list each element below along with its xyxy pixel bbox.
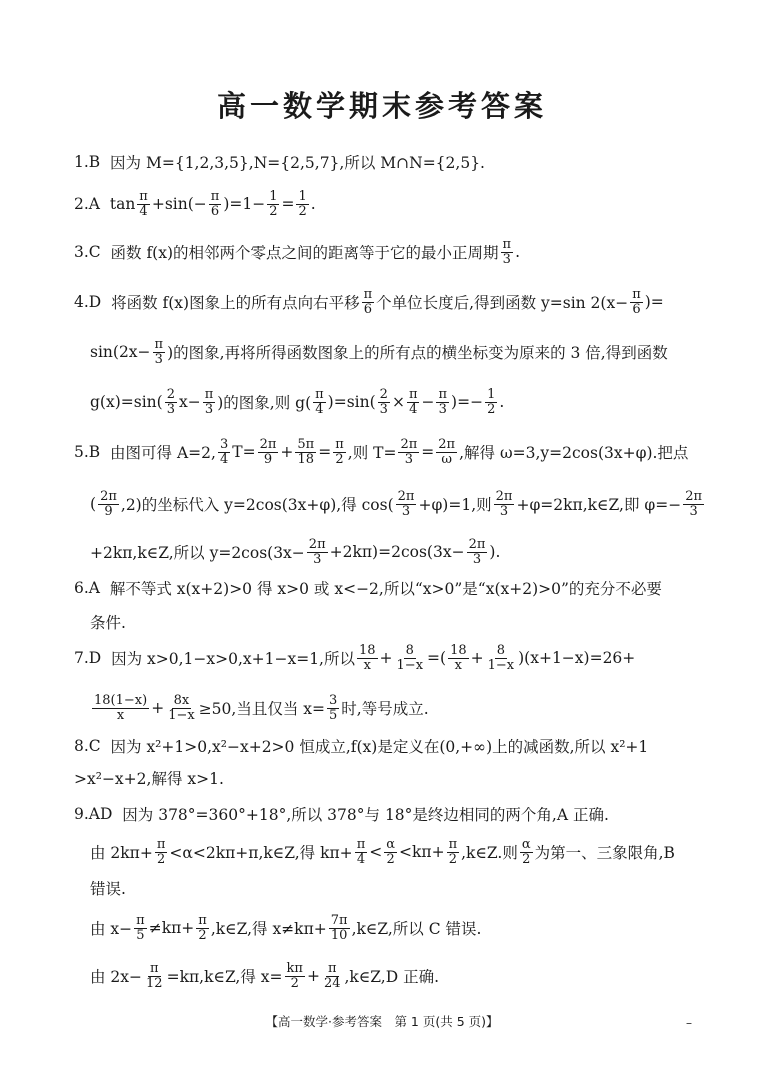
answer-text: 错误. [90, 880, 126, 898]
fraction: $\frac{\pi}{4}$ [356, 836, 366, 867]
expr-text: =kπ,k∈Z,得 x= [166, 968, 283, 986]
expr-text: ,则 T= [347, 444, 397, 462]
page-title: 高一数学期末参考答案 [216, 89, 547, 123]
expr-text: +φ)=1,则 [418, 496, 492, 514]
expr-text: = [281, 195, 295, 213]
fraction: $\frac{\pi}{6}$ [210, 188, 220, 219]
expr-text: 因为 x>0,1−x>0,x+1−x=1,所以 [111, 650, 355, 668]
answer-number: 9.AD [74, 805, 113, 823]
answer-text: 函数 f(x)的相邻两个零点之间的距离等于它的最小正周期 [110, 244, 499, 262]
answer-text: 因为 x²+1>0,x²−x+2>0 恒成立,f(x)是定义在(0,+∞)上的减函数,所以 x²+1 [110, 738, 649, 756]
fraction: $\frac{\pi}{3}$ [154, 336, 164, 367]
expr-text: 由图可得 A=2, [110, 444, 216, 462]
answer-number: 6.A [74, 579, 100, 597]
expr-text: +sin(− [151, 195, 207, 213]
expr-text: . [310, 195, 316, 213]
answer-3 [74, 230, 704, 274]
fraction: $\frac{8}{1-x}$ [487, 642, 515, 673]
answer-5-continued [90, 482, 704, 526]
fraction: $\frac{\pi}{2}$ [198, 912, 207, 943]
fraction: $\frac{5\pi}{18}$ [297, 436, 315, 467]
expr-text: )(x+1−x)=26+ [518, 649, 636, 667]
fraction: $\frac{\pi}{3}$ [204, 386, 214, 417]
answer-number: 2.A [74, 195, 100, 213]
answer-number: 8.C [74, 737, 101, 755]
expr-text: ,k∈Z,所以 C 错误. [351, 920, 482, 938]
fraction: $\frac{\pi}{2}$ [156, 836, 166, 867]
expr-text: 为第一、三象限角,B [534, 844, 675, 862]
expr-text: . [499, 393, 505, 411]
expr-text: ,k∈Z.则 [461, 844, 518, 862]
expr-text: + [306, 967, 320, 985]
expr-text: ( [90, 495, 97, 513]
answer-number: 4.D [74, 293, 102, 311]
answer-text: 条件. [90, 614, 126, 632]
expr-text: )= [644, 293, 664, 311]
fraction: $\frac{\pi}{2}$ [335, 436, 344, 467]
answer-4 [74, 280, 704, 324]
expr-text: ). [489, 543, 501, 561]
fraction: $\frac{\pi}{4}$ [408, 386, 418, 417]
expr-text: 由 x− [90, 920, 133, 938]
answer-7 [74, 636, 704, 680]
expr-text: < [369, 843, 383, 861]
fraction: $\frac{2\pi}{3}$ [397, 488, 415, 519]
expr-text: )的图象,则 g( [217, 394, 312, 412]
answer-9-option-d [90, 954, 704, 998]
fraction: $\frac{2\pi}{3}$ [495, 488, 513, 519]
fraction: $\frac{2\pi}{3}$ [468, 536, 486, 567]
answer-1 [74, 140, 704, 184]
fraction: $\frac{2\pi}{9}$ [100, 488, 117, 519]
answer-text: 将函数 f(x)图象上的所有点向右平移 [111, 294, 360, 312]
expr-text: ,k∈Z,得 x≠kπ+ [210, 920, 327, 938]
expr-text: ,2)的坐标代入 y=2cos(3x+φ),得 cos( [120, 496, 394, 514]
expr-text: = [421, 443, 435, 461]
expr-text: 时,等号成立. [341, 700, 429, 718]
fraction: $\frac{1}{2}$ [298, 188, 307, 219]
fraction: $\frac{2\pi}{3}$ [308, 536, 326, 567]
fraction: $\frac{3}{4}$ [219, 436, 229, 467]
fraction: $\frac{18}{x}$ [358, 642, 376, 673]
answer-5 [74, 430, 704, 474]
expr-text: ≥50,当且仅当 x= [198, 700, 325, 718]
expr-text: T= [232, 443, 256, 461]
fraction: $\frac{2\pi}{3}$ [685, 488, 703, 519]
fraction: $\frac{\pi}{12}$ [146, 960, 163, 991]
fraction: $\frac{\pi}{3}$ [502, 236, 512, 267]
answer-number: 3.C [74, 243, 101, 261]
answer-4-continued [90, 380, 704, 424]
expr-text: <kπ+ [399, 843, 445, 861]
expr-text: 由 2x− [90, 968, 143, 986]
expr-text: )=sin( [327, 393, 376, 411]
answer-number: 1.B [74, 153, 101, 171]
expr-text: x− [178, 393, 201, 411]
expr-text: g(x)=sin( [90, 393, 163, 411]
fraction: $\frac{\pi}{6}$ [632, 286, 641, 317]
answer-text: 因为 378°=360°+18°,所以 378°与 18°是终边相同的两个角,A 正确. [122, 806, 609, 824]
fraction: $\frac{2\pi}{\omega}$ [438, 436, 456, 467]
fraction: $\frac{2\pi}{3}$ [400, 436, 418, 467]
fraction: $\frac{2\pi}{9}$ [259, 436, 277, 467]
fraction: $\frac{7\pi}{10}$ [330, 912, 348, 943]
expr-text: )=1− [223, 195, 266, 213]
fraction: $\frac{\pi}{4}$ [315, 386, 324, 417]
expr-text: + [151, 699, 165, 717]
fraction: $\frac{\pi}{3}$ [438, 386, 448, 417]
expr-text: 由 2kπ+ [90, 844, 153, 862]
fraction: $\frac{8x}{1-x}$ [168, 692, 195, 723]
expr-text: sin(2x− [90, 343, 151, 361]
expr-text: ,解得 ω=3,y=2cos(3x+φ).把点 [459, 444, 689, 462]
expr-text: + [280, 443, 294, 461]
fraction: $\frac{1}{2}$ [269, 188, 278, 219]
fraction: $\frac{\pi}{2}$ [448, 836, 458, 867]
fraction: $\frac{18(1-x)}{x}$ [94, 692, 148, 723]
expr-text: ,k∈Z,D 正确. [344, 968, 439, 986]
expr-text: = [318, 443, 332, 461]
fraction: $\frac{18}{x}$ [450, 642, 467, 673]
expr-text: <α<2kπ+π,k∈Z,得 kπ+ [169, 844, 353, 862]
fraction: $\frac{\pi}{4}$ [139, 188, 148, 219]
expr-text: ≠kπ+ [148, 919, 195, 937]
page-footer: 【高一数学·参考答案 第 1 页(共 5 页)】 [265, 1014, 499, 1029]
expr-text: + [379, 649, 393, 667]
fraction: $\frac{3}{5}$ [328, 692, 338, 723]
answer-text: 解不等式 x(x+2)>0 得 x>0 或 x<−2,所以“x>0”是“x(x+2)>0”的充分不必要 [109, 580, 662, 598]
fraction: $\frac{\pi}{6}$ [363, 286, 373, 317]
expr-text: + [470, 649, 484, 667]
answer-text: >x²−x+2,解得 x>1. [74, 770, 224, 788]
fraction: $\frac{2}{3}$ [166, 386, 175, 417]
fraction: $\frac{\alpha}{2}$ [386, 836, 396, 867]
fraction: $\frac{8}{1-x}$ [396, 642, 424, 673]
fraction: $\frac{2}{3}$ [379, 386, 388, 417]
answer-text: 因为 M={1,2,3,5},N={2,5,7},所以 M∩N={2,5}. [110, 154, 485, 172]
expr-text: . [515, 243, 521, 261]
expr-text: +2kπ,k∈Z,所以 y=2cos(3x− [90, 544, 305, 562]
answer-number: 5.B [74, 443, 101, 461]
fraction: $\frac{\pi}{5}$ [136, 912, 145, 943]
expr-text: × [391, 393, 405, 411]
fraction: $\frac{\pi}{24}$ [323, 960, 341, 991]
expr-text: =( [427, 649, 447, 667]
fraction: $\frac{\alpha}{2}$ [521, 836, 531, 867]
expr-text: +φ=2kπ,k∈Z,即 φ=− [516, 496, 682, 514]
expr-text: − [421, 393, 435, 411]
expr-text: )=− [451, 393, 484, 411]
answer-4-continued [90, 330, 704, 374]
corner-mark: – [686, 1016, 692, 1030]
answer-text: 个单位长度后,得到函数 y=sin 2(x− [376, 294, 629, 312]
fraction: $\frac{k\pi}{2}$ [286, 960, 303, 991]
fraction: $\frac{1}{2}$ [487, 386, 496, 417]
answer-2 [74, 182, 704, 226]
answer-9-option-b-continued [90, 866, 704, 910]
expr-text: tan [109, 195, 136, 213]
answer-number: 7.D [74, 649, 102, 667]
expr-text: +2kπ)=2cos(3x− [329, 543, 465, 561]
answer-text: )的图象,再将所得函数图象上的所有点的横坐标变为原来的 3 倍,得到函数 [167, 344, 668, 362]
answer-9-option-c [90, 906, 704, 950]
